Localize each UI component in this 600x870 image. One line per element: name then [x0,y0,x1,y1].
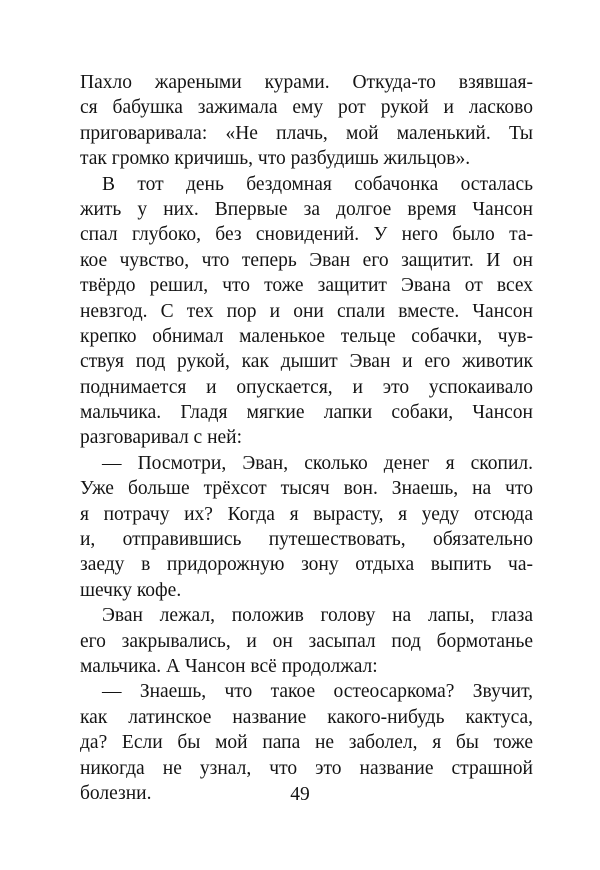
text-line: так громко кричишь, что разбудишь жильцов». [80,148,471,170]
text-line: приговаривала: «Не плачь, мой маленький. Ты [80,122,533,144]
text-line: В тот день бездомная собачонка осталась [102,173,533,195]
text-line: ся бабушка зажимала ему рот рукой и ласково [80,97,533,119]
text-line: — Знаешь, что такое остеосаркома? Звучит, [102,681,533,703]
text-line: шечку кофе. [80,579,182,601]
text-line: спал глубоко, без сновидений. У него было та- [80,224,533,246]
text-line: ствуя под рукой, как дышит Эван и его животик [80,351,533,373]
text-line: — Посмотри, Эван, сколько денег я скопил. [102,452,533,474]
text-line: мальчика. Гладя мягкие лапки собаки, Чансон [80,402,533,424]
text-line: мальчика. А Чансон всё продолжал: [80,655,378,677]
text-line: жить у них. Впервые за долгое время Чансон [80,198,533,220]
text-line: да? Если бы мой папа не заболел, я бы тоже [80,732,533,754]
text-line: крепко обнимал маленькое тельце собачки, чув- [80,325,533,347]
body-text [80,70,533,806]
text-line: Эван лежал, положив голову на лапы, глаза [102,605,533,627]
text-line: его закрывались, и он засыпал под бормотанье [80,630,533,652]
text-line: твёрдо решил, что тоже защитит Эвана от всех [80,275,533,297]
text-line: я потрачу их? Когда я вырасту, я уеду отсюда [80,503,533,525]
text-line: поднимается и опускается, и это успокаивало [80,376,533,398]
text-line: невзгод. С тех пор и они спали вместе. Чансон [80,300,533,322]
text-line: и, отправившись путешествовать, обязательно [80,529,533,551]
text-line: Пахло жареными курами. Откуда-то взявшая- [80,72,533,93]
text-line: болезни. [80,782,152,804]
page-number: 49 [290,784,310,805]
text-line: Уже больше трёхсот тысяч вон. Знаешь, на что [80,478,533,500]
text-line: никогда не узнал, что это название страшной [80,757,533,779]
text-line: разговаривал с ней: [80,427,243,449]
text-line: как латинское название какого-нибудь кактуса, [80,706,533,728]
text-line: кое чувство, что теперь Эван его защитит. И он [80,249,533,271]
text-line: заеду в придорожную зону отдыха выпить ча- [80,554,533,576]
